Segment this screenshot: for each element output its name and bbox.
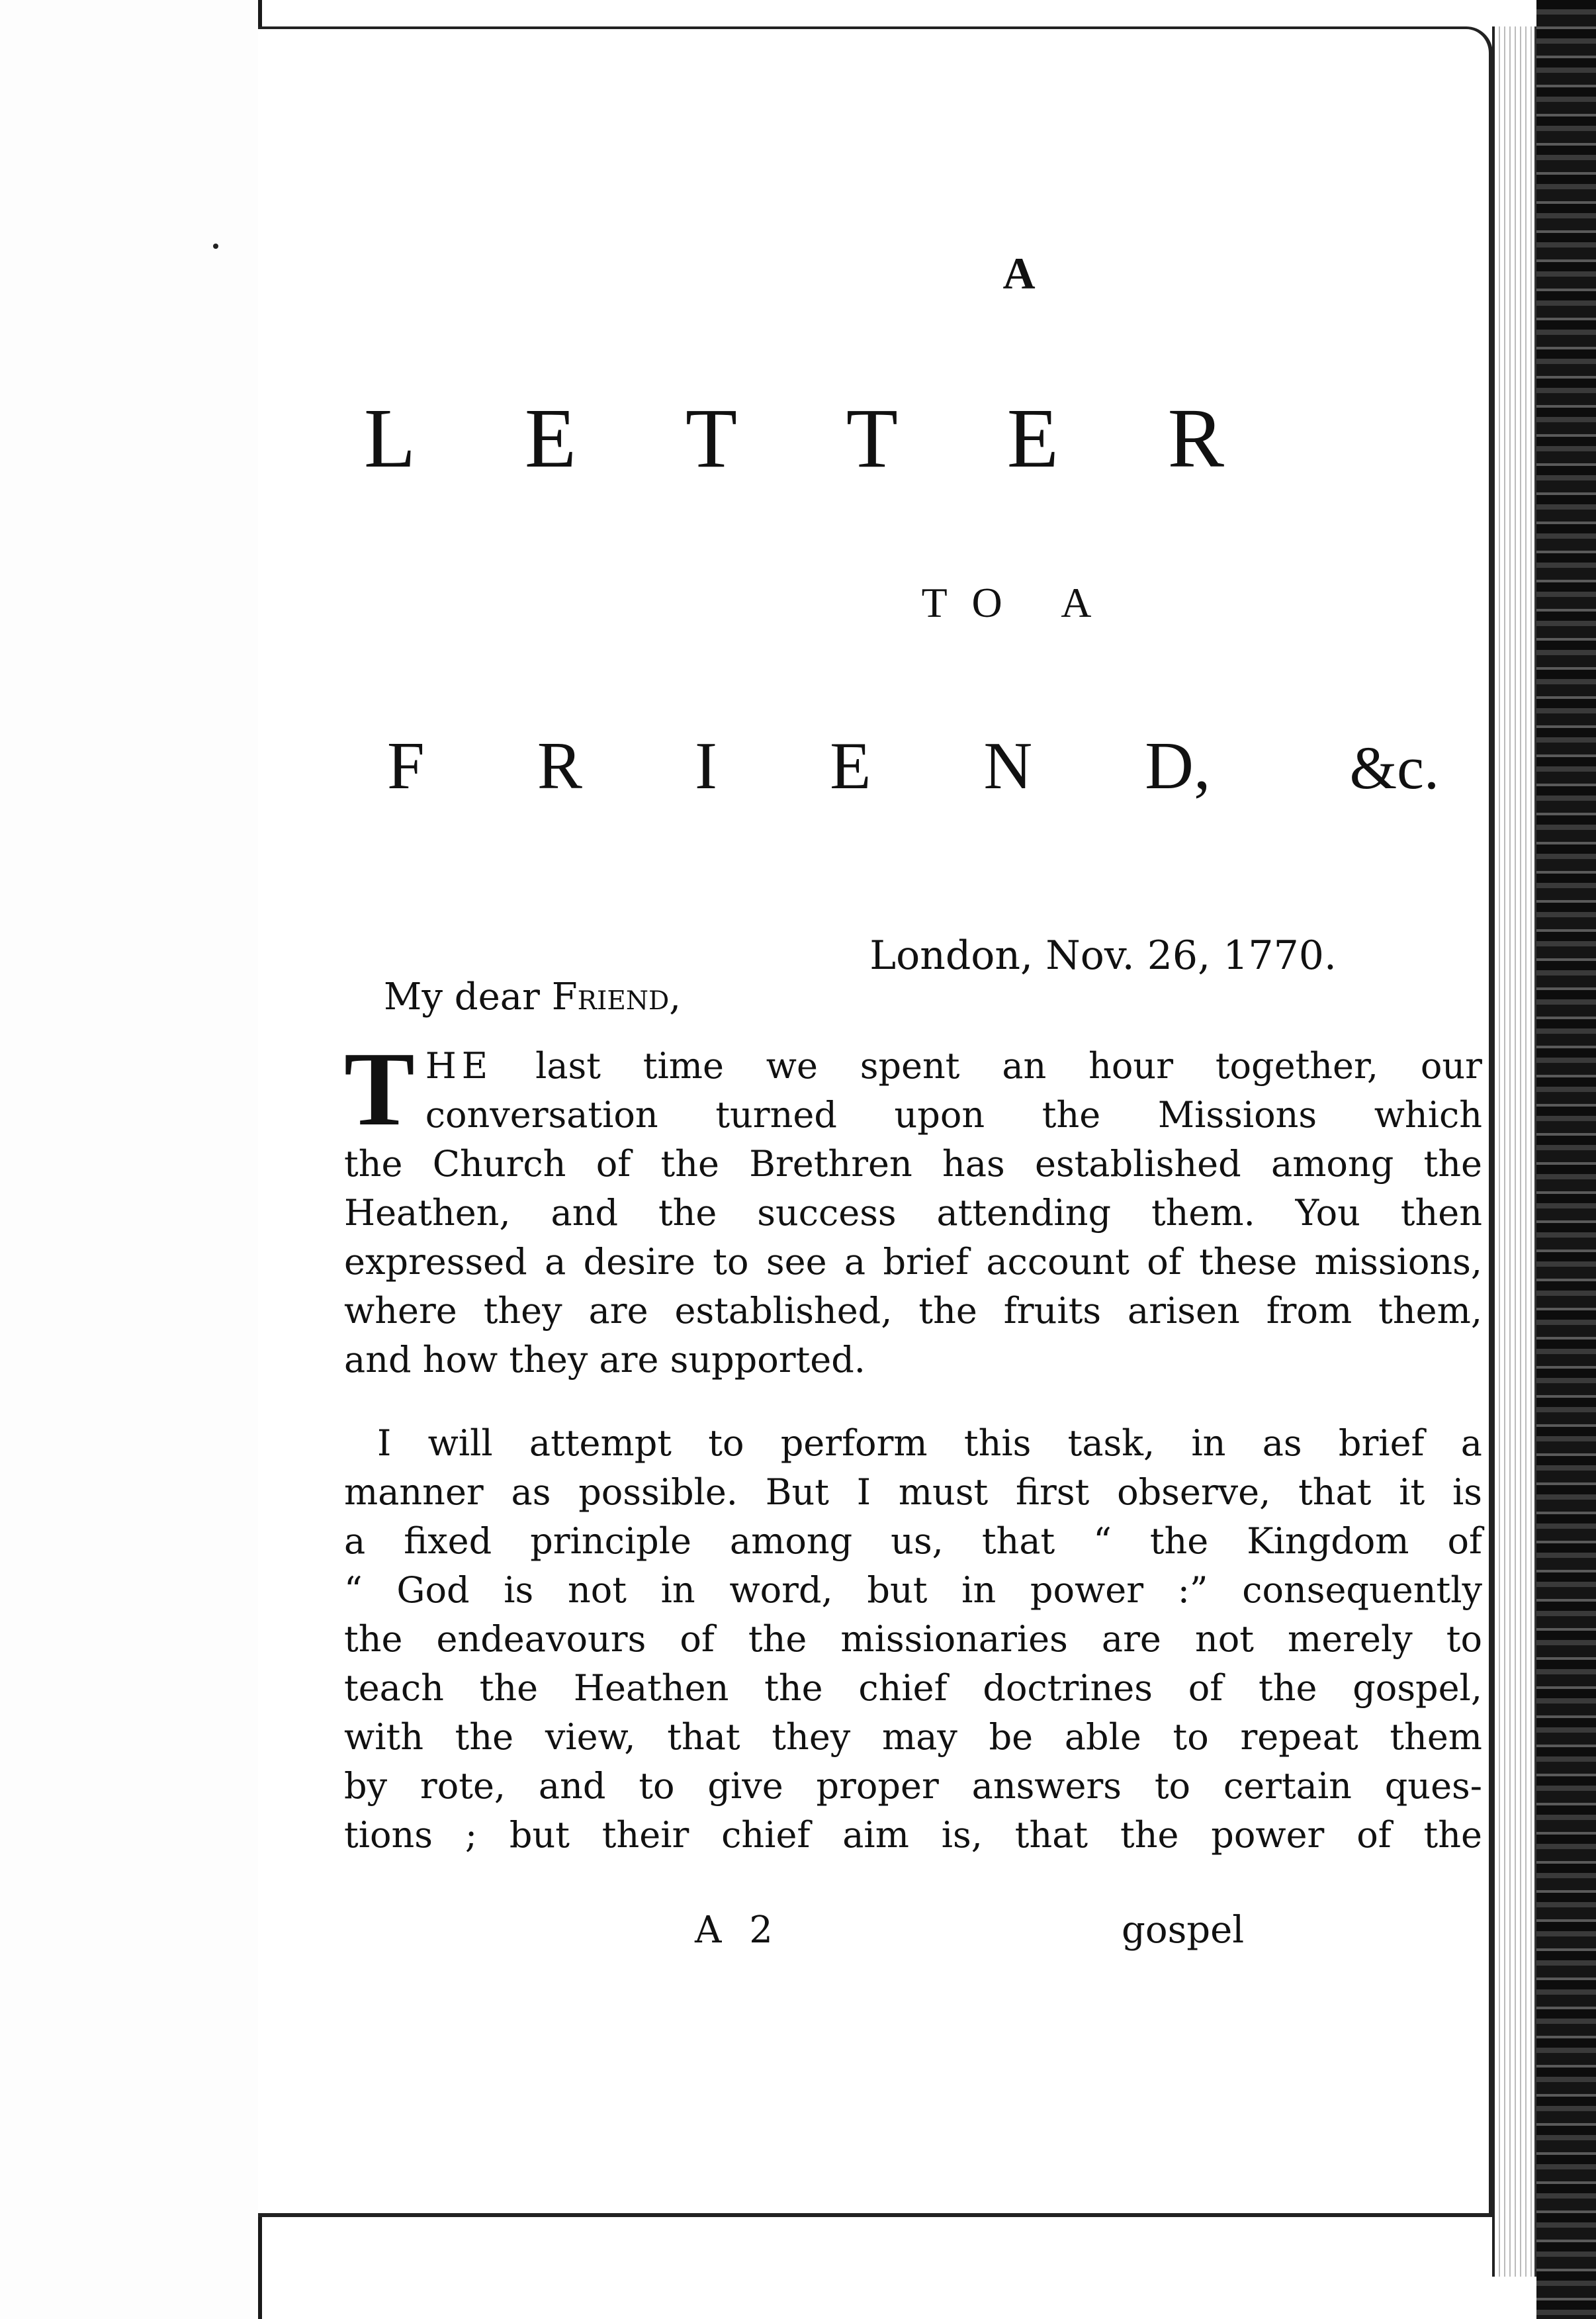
title-letter-char: L [364, 391, 416, 485]
title-friend [387, 727, 1439, 805]
text-line: and how they are supported. [344, 1339, 865, 1381]
title-friend-char: F [387, 729, 425, 803]
first-word-rest: HE [425, 1045, 494, 1087]
title-letter-char: E [524, 391, 577, 485]
text-line: Heathen, and the success attending them. You then [344, 1192, 1482, 1234]
text-line: I will attempt to perform this task, in as brief a [377, 1422, 1482, 1464]
salutation [384, 976, 681, 1019]
title-friend-char: N [983, 729, 1033, 803]
text-line: by rote, and to give proper answers to certain ques- [344, 1765, 1482, 1807]
book-page [258, 26, 1493, 2217]
title-to-a: TO A [921, 579, 1117, 626]
text-line: a fixed principle among us, that “ the Kingdom of [344, 1520, 1482, 1562]
title-letter [364, 390, 1224, 487]
title-letter-char: R [1167, 391, 1224, 485]
title-letter-char: E [1006, 391, 1059, 485]
facing-page [0, 0, 262, 2319]
salutation-name: Friend, [551, 976, 682, 1019]
page-stack-edge [1492, 26, 1536, 2277]
text-line: expressed a desire to see a brief account of these missions, [344, 1241, 1482, 1283]
speck-mark [213, 244, 218, 249]
dateline: London, Nov. 26, 1770. [869, 932, 1337, 979]
salutation-prefix: My dear [384, 976, 552, 1019]
text-line: “ God is not in word, but in power :” consequently [344, 1569, 1482, 1611]
title-friend-char: I [695, 729, 717, 803]
title-friend-char: R [537, 729, 582, 803]
title-etc: &c. [1349, 734, 1439, 801]
book-cover-edge [1536, 0, 1596, 2319]
title-letter-char: T [846, 391, 898, 485]
title-article: A [1002, 248, 1036, 298]
text-line: the endeavours of the missionaries are not merely to [344, 1618, 1482, 1660]
text-line: with the view, that they may be able to repeat them [344, 1716, 1482, 1758]
text-line: where they are established, the fruits arisen from them, [344, 1290, 1482, 1332]
text-line [344, 1042, 1482, 1091]
title-friend-char: E [830, 729, 871, 803]
text-line: tions ; but their chief aim is, that the power of the [344, 1814, 1482, 1856]
text-line: the Church of the Brethren has established among the [344, 1143, 1482, 1185]
paragraph-2 [344, 1419, 1482, 1860]
signature-mark: A 2 [695, 1909, 781, 1952]
text-line: conversation turned upon the Missions which [425, 1094, 1482, 1136]
paragraph-1 [344, 1030, 1482, 1385]
title-friend-char: D, [1145, 729, 1211, 803]
catchword: gospel [1122, 1909, 1245, 1952]
text-line-content: last time we spent an hour together, our [535, 1045, 1482, 1087]
title-letter-char: T [685, 391, 738, 485]
drop-cap: T [344, 1030, 415, 1148]
text-line: manner as possible. But I must first observe, that it is [344, 1471, 1482, 1513]
text-line: teach the Heathen the chief doctrines of the gospel, [344, 1667, 1482, 1709]
